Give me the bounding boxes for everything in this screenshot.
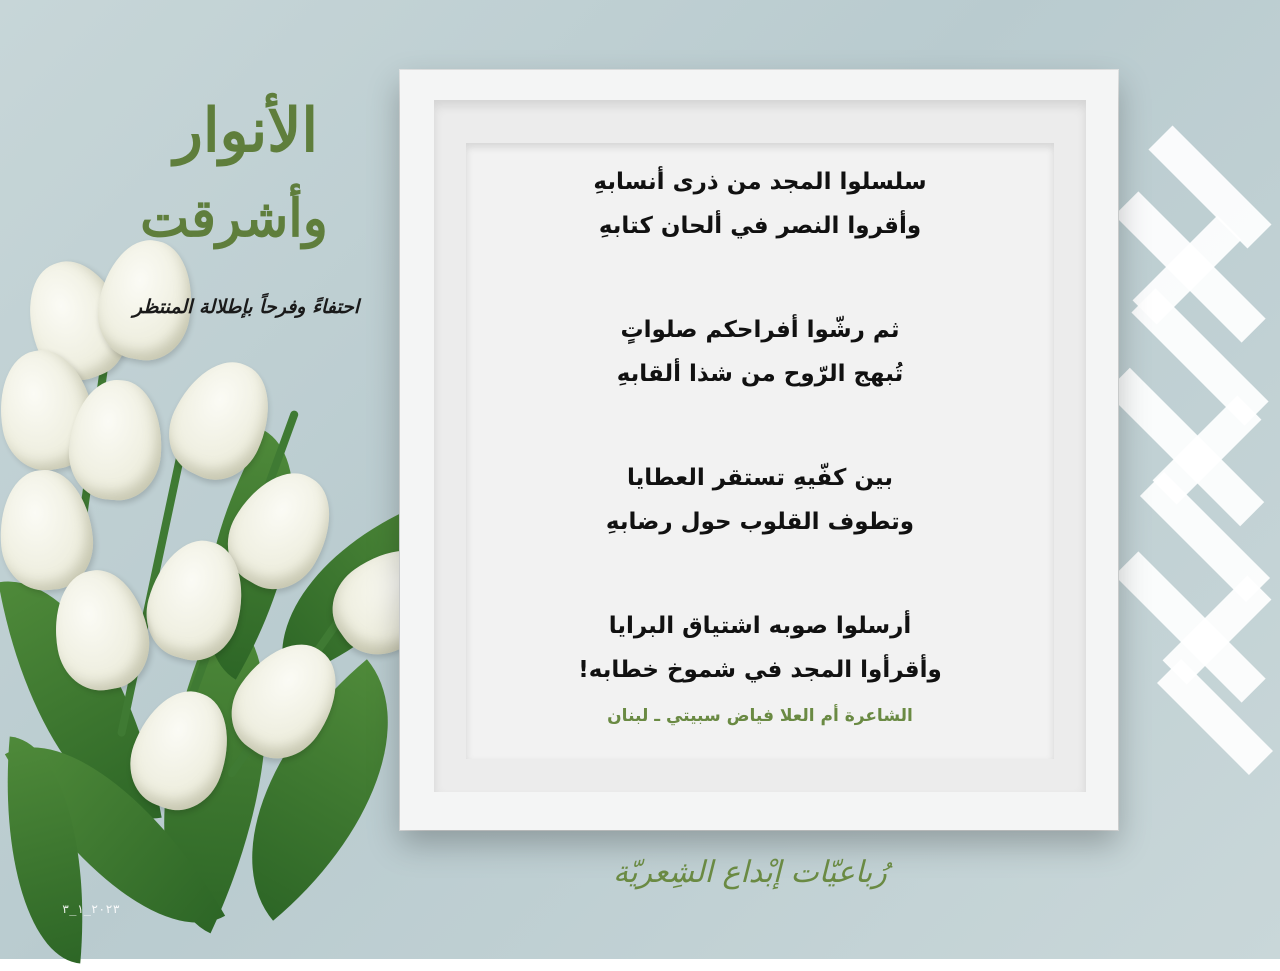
poem-line: بين كفّيهِ تستقر العطايا bbox=[626, 465, 894, 491]
calligraphy-line-1: الأنوار bbox=[173, 96, 319, 166]
poem-line: وأقروا النصر في ألحان كتابهِ bbox=[598, 213, 922, 239]
poem-stanza bbox=[466, 456, 1054, 544]
poem-stanza bbox=[466, 160, 1054, 248]
poem bbox=[466, 160, 1054, 752]
poem-line: سلسلوا المجد من ذرى أنسابهِ bbox=[593, 169, 927, 195]
poem-line: أرسلوا صوبه اشتياق البرايا bbox=[608, 613, 912, 639]
series-title: رُباعيّات إبْداع الشِعريّة bbox=[613, 855, 887, 890]
poem-stanza bbox=[466, 308, 1054, 396]
poem-line: ثم رشّوا أفراحكم صلواتٍ bbox=[620, 317, 900, 343]
poet-credit: الشاعرة أم العلا فياض سبيتي ـ لبنان bbox=[607, 706, 913, 726]
poem-line: وأقرأوا المجد في شموخ خطابه! bbox=[578, 657, 942, 683]
calligraphy-line-2: وأشرقت bbox=[140, 188, 328, 249]
calligraphy-title bbox=[118, 96, 374, 336]
poem-line: تُبهج الرّوح من شذا ألقابهِ bbox=[616, 361, 904, 387]
poem-stanza bbox=[466, 604, 1054, 692]
calligraphy-tagline: احتفاءً وفرحاً بإطلالة المنتظر bbox=[132, 296, 360, 318]
date-stamp: ٢٠٢٣_١_٣ bbox=[62, 902, 120, 916]
poem-line: وتطوف القلوب حول رضابهِ bbox=[605, 509, 915, 535]
